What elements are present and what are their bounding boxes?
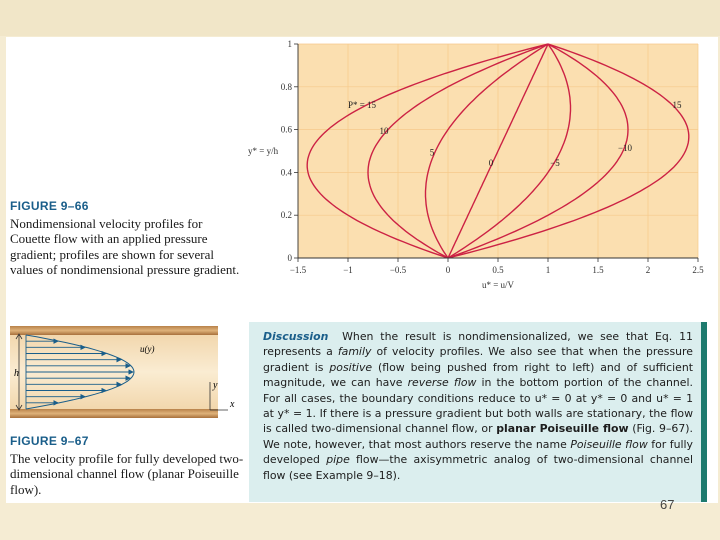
y-tick-label: 0.2 (280, 210, 292, 221)
x-tick-label: 1.5 (592, 265, 604, 275)
curve-label: 5 (429, 147, 435, 158)
curve-label: −10 (617, 143, 633, 153)
y-tick-label: 1 (287, 39, 292, 49)
curve-label: 0 (488, 157, 494, 168)
figure-67-text: The velocity profile for fully developed two-dimensional channel flow (planar Poiseuille flow). (10, 451, 244, 497)
discussion-emphasis-poiseuille: Poiseuille flow (570, 437, 648, 451)
bottom-wall (10, 409, 218, 418)
discussion-text-3: of velocity profiles. We also see that when the pressure gradient is (263, 345, 693, 374)
curve-label: −5 (550, 157, 560, 168)
curve-label: 10 (379, 125, 389, 136)
y-tick-label: 0.8 (280, 81, 292, 92)
y-axis-label: y* = y/h (248, 146, 279, 156)
discussion-text-5: (flow being pushed from right to left) and of sufficient magnitude, we can have (263, 360, 693, 390)
x-tick-label: 2.5 (692, 265, 704, 275)
velocity-label: u(y) (140, 344, 155, 354)
slide-number: 67 (660, 497, 675, 512)
y-tick-label: 0.4 (280, 167, 292, 178)
background-stripe (0, 0, 720, 36)
top-wall (10, 326, 218, 335)
y-tick-label: 0 (287, 253, 292, 263)
figure-66-text: Nondimensional velocity profiles for Couette flow with an applied pressure gradient; profiles are shown for several values of nondimensional pressure gradient. (10, 216, 240, 278)
discussion-text-13: flow—the axisymmetric analog of two-dimensional channel flow (see Example 9–18). (263, 453, 694, 482)
x-tick-label: 0.5 (492, 265, 504, 275)
discussion-emphasis-pipe: pipe (326, 453, 350, 467)
discussion-emphasis-reverse-flow: reverse flow (407, 376, 477, 390)
figure-66-label: FIGURE 9–66 (10, 199, 89, 213)
discussion-emphasis-family: family (337, 345, 372, 359)
x-tick-label: −1 (343, 265, 353, 275)
discussion-text-9: (Fig. 9–67). We note, however, that most authors reserve the name (263, 422, 693, 451)
discussion-text-1: When the result is nondimensionalized, we see that Eq. 11 represents a (263, 330, 693, 359)
discussion-term-planar-poiseuille: planar Poiseuille flow (496, 422, 629, 436)
x-tick-label: 1 (545, 265, 551, 275)
x-tick-label: −0.5 (389, 265, 407, 275)
y-coordinate-label: y (213, 380, 218, 391)
discussion-text-7: in the bottom portion of the channel. For all cases, the boundary conditions reduce to u* = 0 at y* = 0 and u* = 1 at y* = 1. If there is a pressure gradient but both walls are stationary, the flow is called two-dimensional channel flow, or (263, 376, 693, 436)
channel-flow-illustration (6, 322, 244, 430)
x-tick-label: 0 (445, 265, 451, 275)
velocity-profile-chart (244, 36, 714, 298)
x-coordinate-label: x (230, 399, 235, 410)
x-tick-label: −1.5 (289, 265, 307, 275)
discussion-emphasis-positive: positive (329, 360, 373, 374)
discussion-heading: Discussion (263, 330, 329, 343)
curve-label: 15 (672, 100, 682, 111)
discussion-text-11: for fully developed (263, 437, 693, 467)
x-axis-label: u* = u/V (481, 280, 515, 290)
discussion-box (249, 322, 707, 502)
x-tick-label: 2 (645, 265, 651, 275)
figure-67-label: FIGURE 9–67 (10, 434, 89, 448)
height-label: h (14, 368, 19, 379)
y-tick-label: 0.6 (280, 124, 292, 135)
curve-label: P* = 15 (347, 100, 377, 111)
figure-66-caption (10, 199, 246, 278)
figure-67-caption (10, 434, 250, 497)
